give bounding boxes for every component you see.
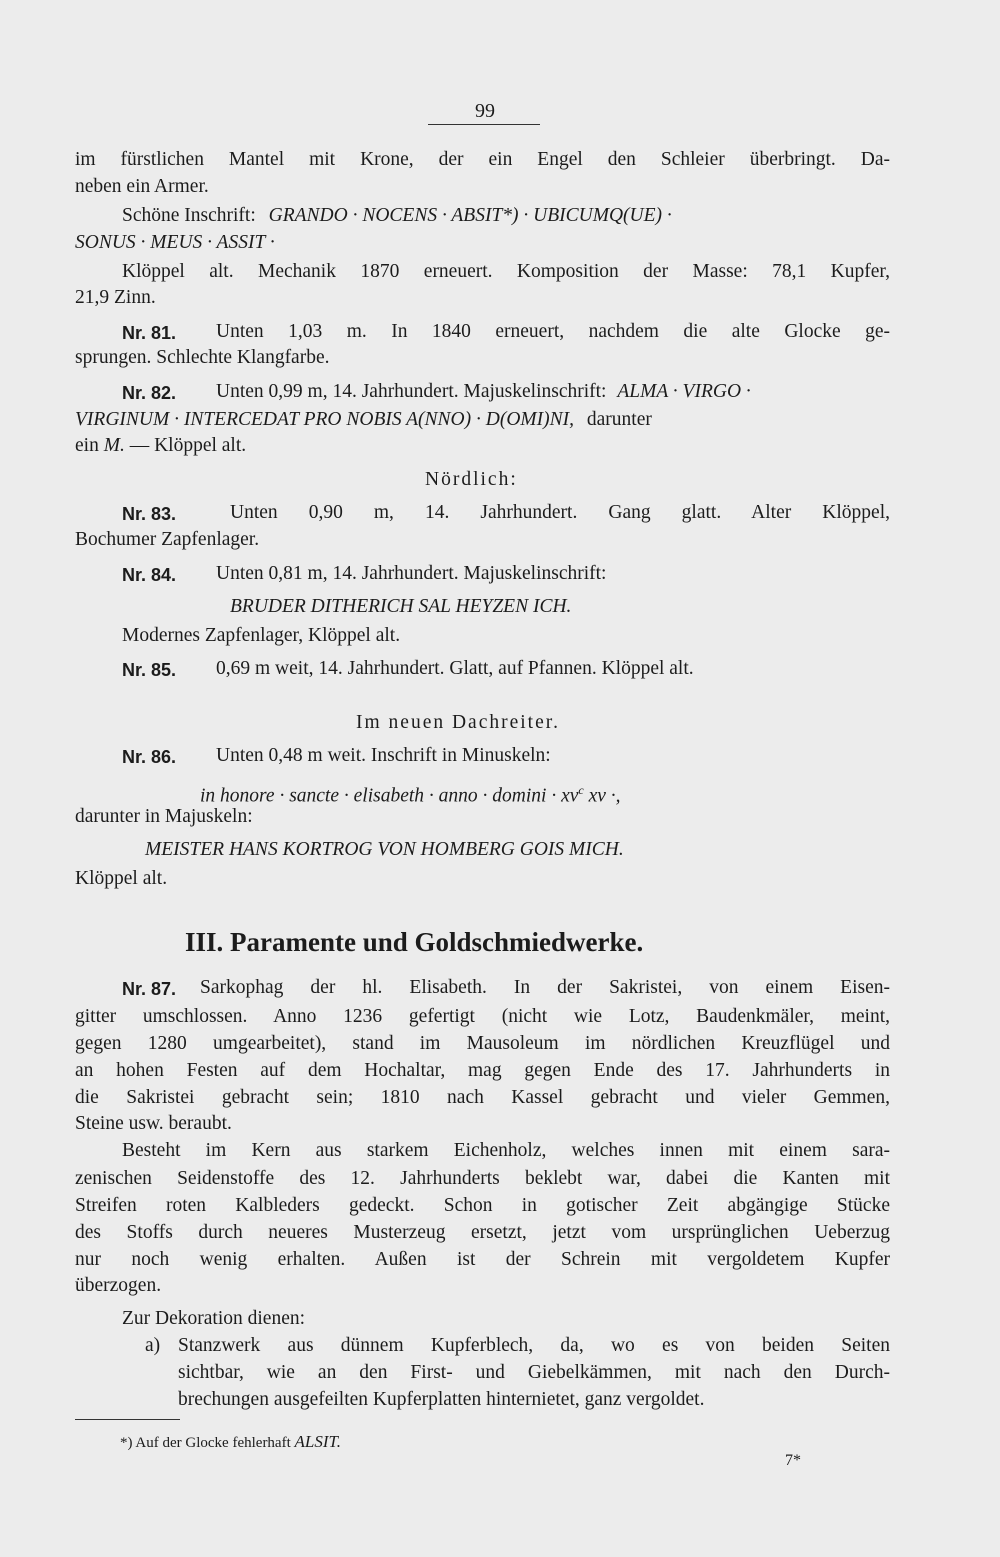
text-line xyxy=(122,204,672,228)
text-line: an hohen Festen auf dem Hochaltar, mag gegen Ende des 17. Jahrhunderts in xyxy=(75,1060,890,1081)
text-span: Unten 0,99 m, 14. Jahrhundert. Majuskelinschrift: xyxy=(216,381,607,402)
text-line: 0,69 m weit, 14. Jahrhundert. Glatt, auf Pfannen. Klöppel alt. xyxy=(216,658,694,679)
text-span: Schöne Inschrift: xyxy=(122,205,256,226)
text-line: sichtbar, wie an den First- und Giebelkämmen, mit nach den Durch- xyxy=(178,1362,890,1383)
text-span: darunter xyxy=(586,409,652,430)
text-line xyxy=(75,408,652,432)
entry-label: Nr. 81. xyxy=(122,323,177,343)
entry-label: Nr. 86. xyxy=(122,747,177,767)
inscription: VIRGINUM · INTERCEDAT PRO NOBIS A(NNO) · D(OMI)NI, xyxy=(75,409,575,430)
text-line: darunter in Majuskeln: xyxy=(75,806,253,827)
entry-label: Nr. 84. xyxy=(122,565,177,585)
text-line: brechungen ausgefeilten Kupferplatten hinternietet, ganz vergoldet. xyxy=(178,1389,705,1410)
text-span: in honore · sancte · elisabeth · anno · domini · xv xyxy=(200,785,579,807)
text-line: Unten 0,90 m, 14. Jahrhundert. Gang glatt. Alter Klöppel, xyxy=(230,502,890,523)
inscription: GRANDO · NOCENS · ABSIT*) · UBICUMQ(UE) · xyxy=(268,205,672,226)
text-line: Unten 0,48 m weit. Inschrift in Minuskeln: xyxy=(216,745,551,766)
page-number: 99 xyxy=(475,100,495,122)
text-line: Bochumer Zapfenlager. xyxy=(75,529,260,550)
section-subheading: Im neuen Dachreiter. xyxy=(356,712,561,733)
text-line: Modernes Zapfenlager, Klöppel alt. xyxy=(122,625,401,646)
text-line xyxy=(216,380,751,404)
text-line xyxy=(75,434,246,458)
entry-label: Nr. 83. xyxy=(122,504,177,524)
text-line: sprungen. Schlechte Klangfarbe. xyxy=(75,347,330,368)
text-line: des Stoffs durch neueres Musterzeug ersetzt, jetzt vom ursprünglichen Ueberzug xyxy=(75,1222,890,1243)
footnote-rule xyxy=(75,1419,180,1420)
entry-label: Nr. 85. xyxy=(122,660,177,680)
text-line: zenischen Seidenstoffe des 12. Jahrhunderts beklebt war, dabei die Kanten mit xyxy=(75,1168,890,1189)
entry-number xyxy=(122,977,176,1002)
signature-mark: 7* xyxy=(785,1452,801,1469)
inscription: M. xyxy=(103,435,125,456)
section-subheading: Nördlich: xyxy=(425,469,518,490)
text-span: ein xyxy=(75,435,99,456)
footnote xyxy=(120,1432,341,1452)
text-line: neben ein Armer. xyxy=(75,176,209,197)
text-line: Sarkophag der hl. Elisabeth. In der Sakristei, von einem Eisen- xyxy=(200,977,890,998)
text-line: die Sakristei gebracht sein; 1810 nach Kassel gebracht und vieler Gemmen, xyxy=(75,1087,890,1108)
text-line: nur noch wenig erhalten. Außen ist der Schrein mit vergoldetem Kupfer xyxy=(75,1249,890,1270)
inscription: SONUS · MEUS · ASSIT · xyxy=(75,232,275,253)
section-heading: III. Paramente und Goldschmiedwerke. xyxy=(185,927,644,957)
text-line: Unten 0,81 m, 14. Jahrhundert. Majuskelinschrift: xyxy=(216,563,607,584)
superscript: c xyxy=(578,783,584,797)
text-line: gegen 1280 umgearbeitet), stand im Mausoleum im nördlichen Kreuzflügel und xyxy=(75,1033,890,1054)
entry-label: Nr. 82. xyxy=(122,383,177,403)
page-number-rule xyxy=(428,124,540,125)
entry-number xyxy=(122,745,176,770)
text-line: Steine usw. beraubt. xyxy=(75,1113,232,1134)
text-line: im fürstlichen Mantel mit Krone, der ein Engel den Schleier überbringt. Da- xyxy=(75,149,890,170)
entry-number xyxy=(122,381,176,406)
inscription: ALMA · VIRGO · xyxy=(617,381,751,402)
inscription: MEISTER HANS KORTROG VON HOMBERG GOIS MICH. xyxy=(145,839,624,860)
footnote-inscription: ALSIT. xyxy=(294,1432,341,1451)
entry-number xyxy=(122,563,176,588)
text-line: überzogen. xyxy=(75,1275,162,1296)
text-line: Klöppel alt. xyxy=(75,868,168,889)
text-line: gitter umschlossen. Anno 1236 gefertigt (nicht wie Lotz, Baudenkmäler, meint, xyxy=(75,1006,890,1027)
text-line: Streifen roten Kalbleders gedeckt. Schon in gotischer Zeit abgängige Stücke xyxy=(75,1195,890,1216)
text-line: Besteht im Kern aus starkem Eichenholz, welches innen mit einem sara- xyxy=(122,1140,890,1161)
inscription xyxy=(200,778,621,809)
text-line: Unten 1,03 m. In 1840 erneuert, nachdem die alte Glocke ge- xyxy=(216,321,890,342)
list-marker: a) xyxy=(145,1335,161,1356)
text-line: Zur Dekoration dienen: xyxy=(122,1308,306,1329)
entry-number xyxy=(122,502,176,527)
text-span: — Klöppel alt. xyxy=(129,435,247,456)
entry-label: Nr. 87. xyxy=(122,979,177,999)
text-span: xv ·, xyxy=(588,785,621,807)
entry-number xyxy=(122,321,176,346)
text-line: Stanzwerk aus dünnem Kupferblech, da, wo es von beiden Seiten xyxy=(178,1335,890,1356)
footnote-text: *) Auf der Glocke fehlerhaft xyxy=(120,1435,291,1451)
text-line: 21,9 Zinn. xyxy=(75,287,156,308)
text-line: Klöppel alt. Mechanik 1870 erneuert. Komposition der Masse: 78,1 Kupfer, xyxy=(122,261,890,282)
inscription: BRUDER DITHERICH SAL HEYZEN ICH. xyxy=(230,596,572,617)
entry-number xyxy=(122,658,176,683)
